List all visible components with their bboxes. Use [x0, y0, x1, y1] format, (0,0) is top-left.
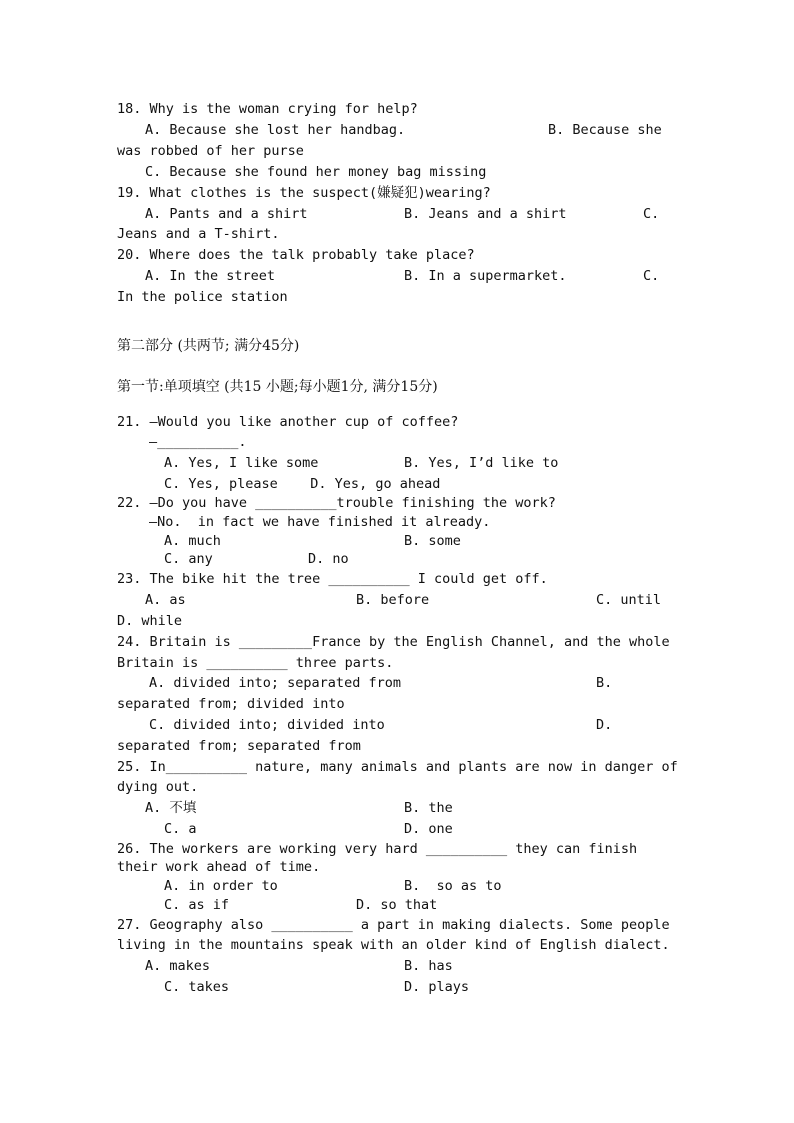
- q27-option-a: A. makes: [145, 958, 211, 974]
- q23-stem: 23. The bike hit the tree __________ I could get off.: [117, 571, 548, 587]
- q21-answer-blank: —__________.: [149, 434, 247, 450]
- q20-option-c-cont: In the police station: [117, 289, 288, 305]
- part2-heading: 第二部分 (共两节; 满分45分): [117, 338, 300, 354]
- q22-option-c: C. any: [164, 551, 213, 567]
- q23-option-d: D. while: [117, 613, 183, 629]
- q19-stem: 19. What clothes is the suspect(嫌疑犯)wearing?: [117, 185, 491, 201]
- section1-heading: 第一节:单项填空 (共15 小题;每小题1分, 满分15分): [117, 379, 438, 395]
- q19-option-a: A. Pants and a shirt: [145, 206, 308, 222]
- q21-option-a: A. Yes, I like some: [164, 455, 319, 471]
- q25-option-c: C. a: [164, 821, 197, 837]
- q24-option-d: D.: [596, 717, 613, 733]
- q22-option-a: A. much: [164, 533, 221, 549]
- q24-option-b: B.: [596, 675, 613, 691]
- q24-option-d-cont: separated from; separated from: [117, 738, 361, 754]
- q24-stem-cont: Britain is __________ three parts.: [117, 655, 394, 671]
- q24-option-b-cont: separated from; divided into: [117, 696, 345, 712]
- q24-option-c: C. divided into; divided into: [149, 717, 385, 733]
- q18-option-b: B. Because she: [548, 122, 662, 138]
- q25-option-b: B. the: [404, 800, 453, 816]
- q21-stem: 21. —Would you like another cup of coffee?: [117, 414, 459, 430]
- q22-option-b: B. some: [404, 533, 461, 549]
- q26-option-b: B. so as to: [404, 878, 502, 894]
- q18-option-a: A. Because she lost her handbag.: [145, 122, 406, 138]
- q26-option-d: D. so that: [356, 897, 438, 913]
- q24-stem: 24. Britain is _________France by the English Channel, and the whole: [117, 634, 670, 650]
- q20-option-b: B. In a supermarket.: [404, 268, 567, 284]
- q23-option-c: C. until: [596, 592, 662, 608]
- q19-option-c: C.: [643, 206, 660, 222]
- q20-option-c: C.: [643, 268, 660, 284]
- q18-option-b-cont: was robbed of her purse: [117, 143, 304, 159]
- q25-option-a: A. 不填: [145, 800, 197, 816]
- q23-option-a: A. as: [145, 592, 186, 608]
- q27-stem: 27. Geography also __________ a part in making dialects. Some people: [117, 917, 670, 933]
- q22-option-d: D. no: [308, 551, 349, 567]
- q27-stem-cont: living in the mountains speak with an older kind of English dialect.: [117, 937, 670, 953]
- q19-option-c-cont: Jeans and a T-shirt.: [117, 226, 280, 242]
- q27-option-b: B. has: [404, 958, 453, 974]
- q20-option-a: A. In the street: [145, 268, 276, 284]
- q21-option-cd: C. Yes, please D. Yes, go ahead: [164, 476, 441, 492]
- q18-stem: 18. Why is the woman crying for help?: [117, 101, 418, 117]
- q19-option-b: B. Jeans and a shirt: [404, 206, 567, 222]
- q26-stem-cont: their work ahead of time.: [117, 859, 321, 875]
- q27-option-c: C. takes: [164, 979, 230, 995]
- q26-stem: 26. The workers are working very hard __________ they can finish: [117, 841, 638, 857]
- q21-option-b: B. Yes, I’d like to: [404, 455, 559, 471]
- q25-option-d: D. one: [404, 821, 453, 837]
- q25-stem: 25. In__________ nature, many animals and plants are now in danger of: [117, 759, 678, 775]
- q18-option-c: C. Because she found her money bag missing: [145, 164, 487, 180]
- q26-option-c: C. as if: [164, 897, 230, 913]
- q22-reply: —No. in fact we have finished it already.: [149, 514, 491, 530]
- q24-option-a: A. divided into; separated from: [149, 675, 401, 691]
- q20-stem: 20. Where does the talk probably take place?: [117, 247, 475, 263]
- q26-option-a: A. in order to: [164, 878, 278, 894]
- q27-option-d: D. plays: [404, 979, 470, 995]
- q22-stem: 22. —Do you have __________trouble finishing the work?: [117, 495, 556, 511]
- q23-option-b: B. before: [356, 592, 430, 608]
- q25-stem-cont: dying out.: [117, 779, 199, 795]
